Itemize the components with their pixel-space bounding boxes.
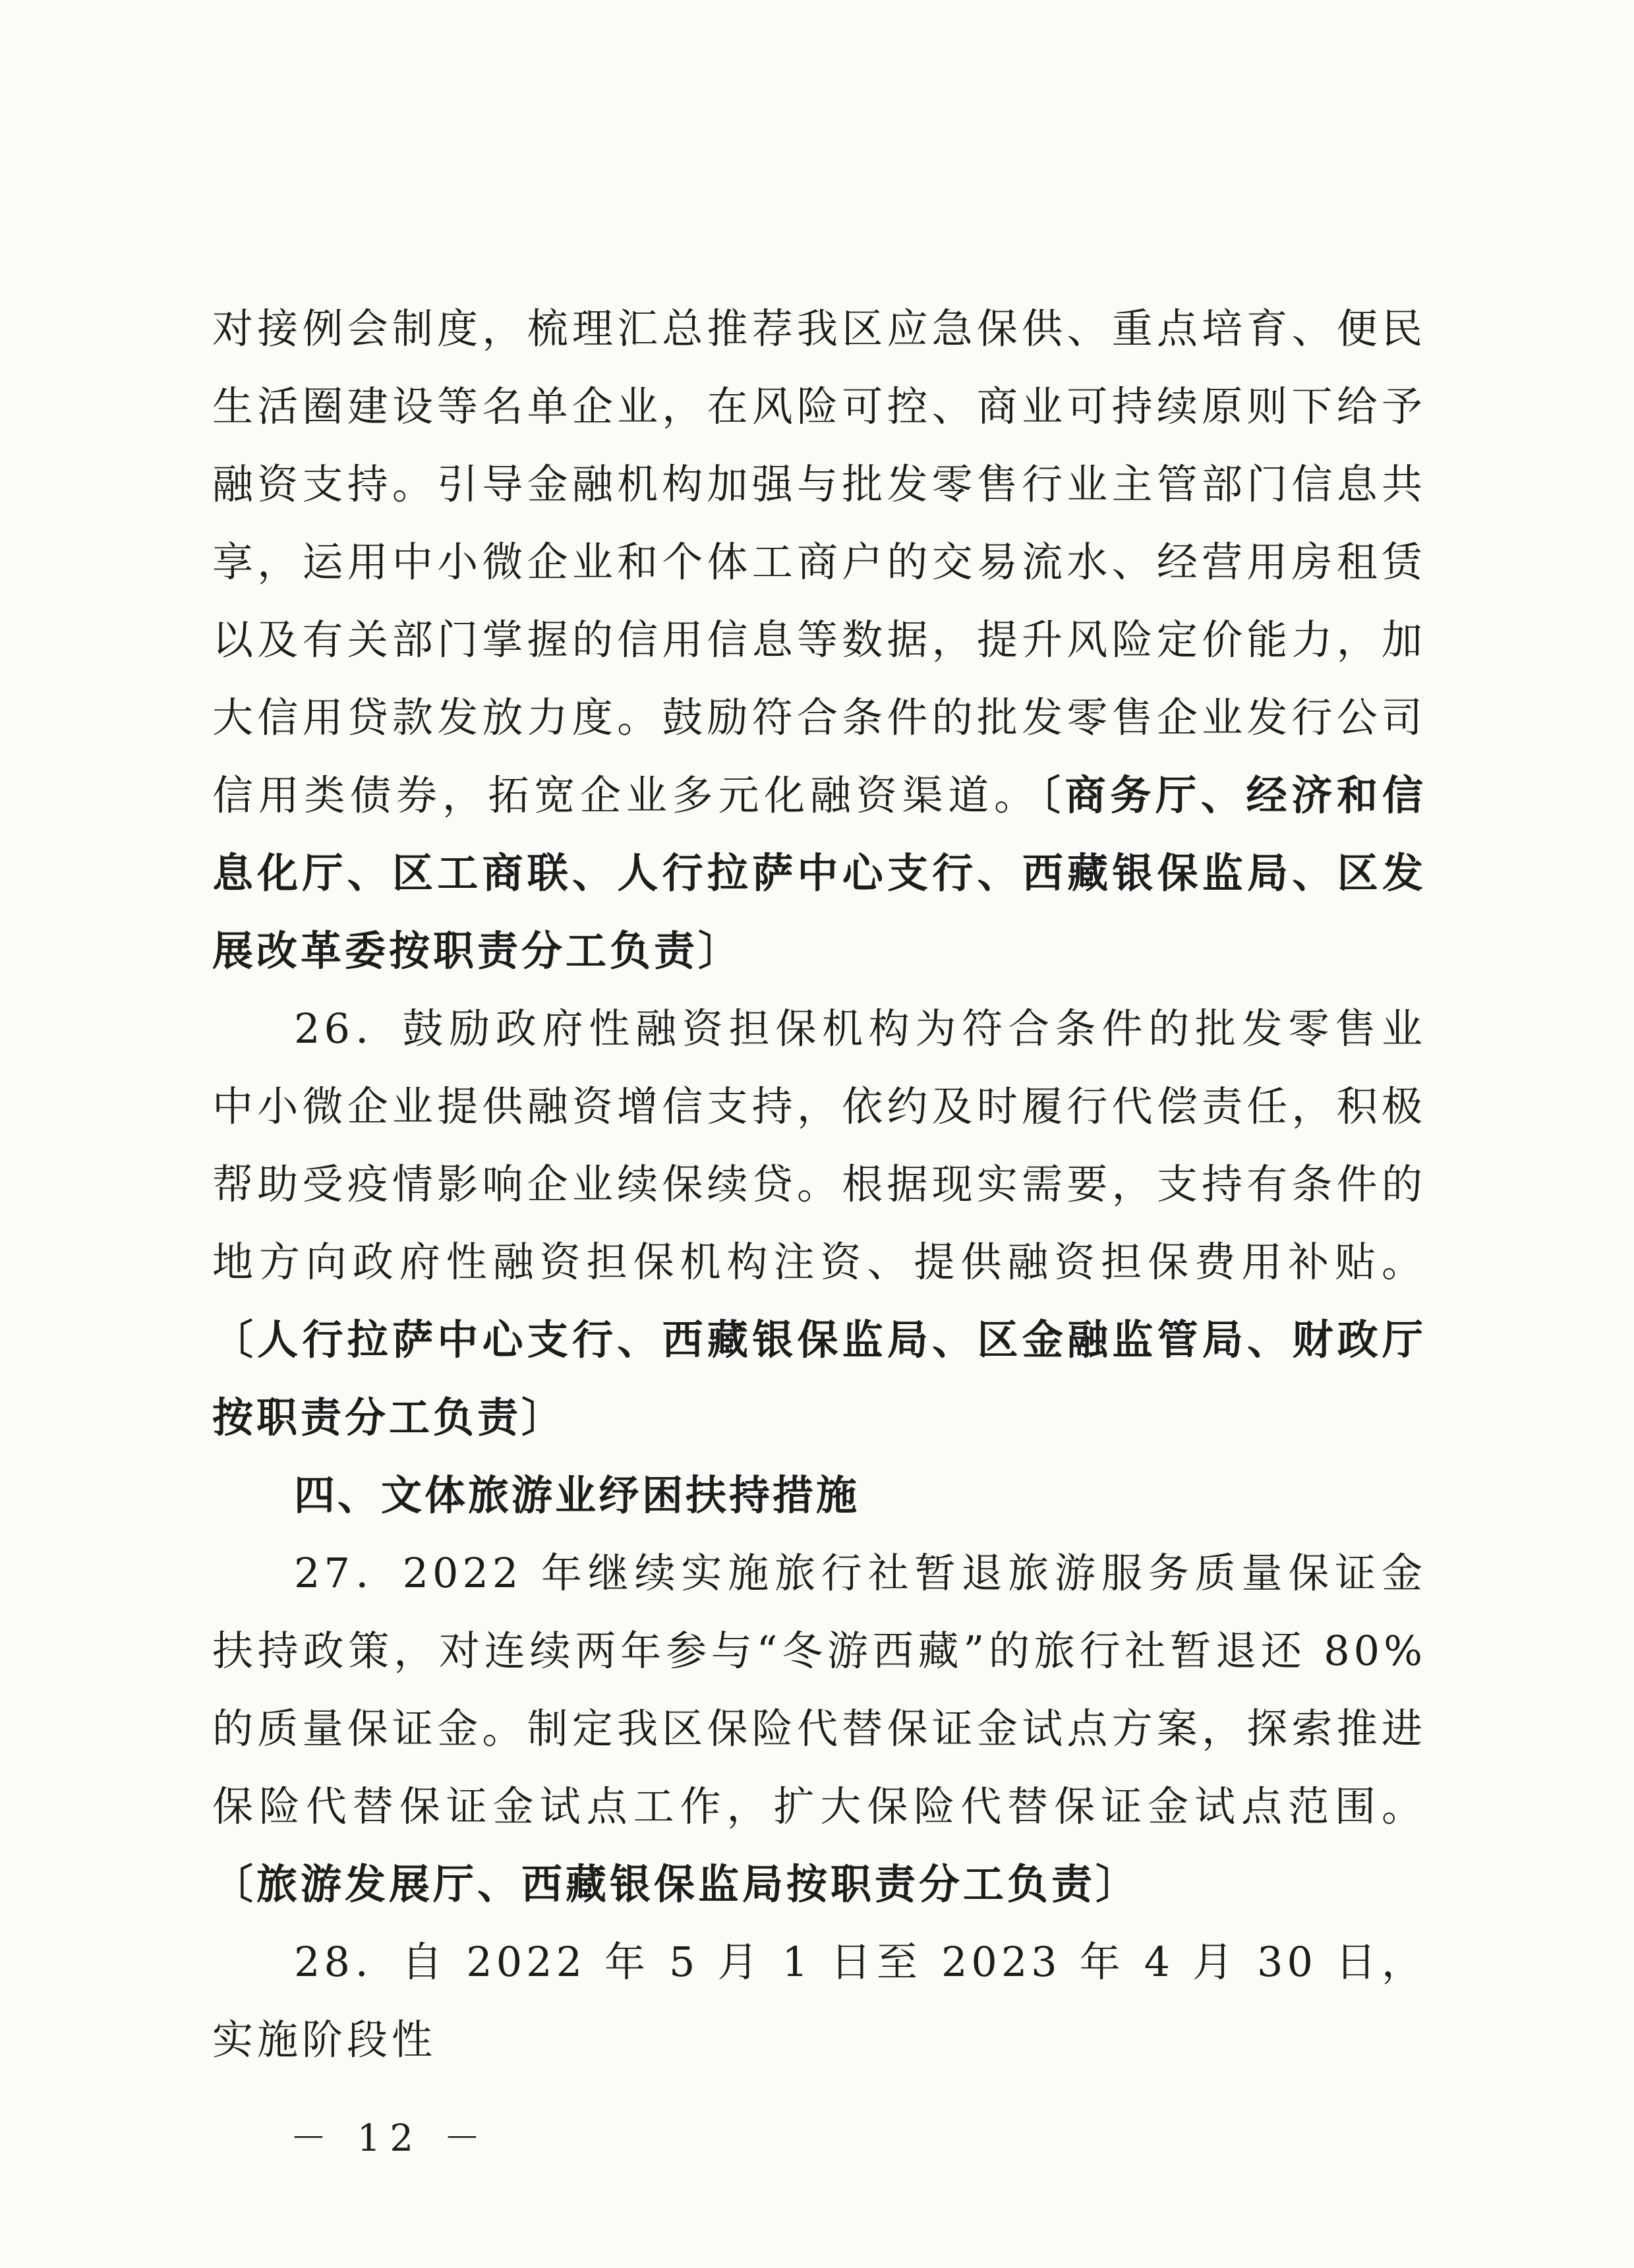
responsibility-note: 〔商务厅、经济和信息化厅、区工商联、人行拉萨中心支行、西藏银保监局、区发展改革委按职责分工负责〕 <box>212 771 1426 975</box>
paragraph-body: 对接例会制度，梳理汇总推荐我区应急保供、重点培育、便民生活圈建设等名单企业，在风险可控、商业可持续原则下给予融资支持。引导金融机构加强与批发零售行业主管部门信息共享，运用中小微企业和个体工商户的交易流水、经营用房租赁以及有关部门掌握的信用信息等数据，提升风险定价能力，加大信用贷款发放力度。鼓励符合条件的批发零售企业发行公司信用类债券，拓宽企业多元化融资渠道。 <box>212 305 1426 819</box>
paragraph-body: 28．自 2022 年 5 月 1 日至 2023 年 4 月 30 日，实施阶段性 <box>212 1938 1426 2064</box>
paragraph-body: 27．2022 年继续实施旅行社暂退旅游服务质量保证金扶持政策，对连续两年参与“冬游西藏”的旅行社暂退还 80%的质量保证金。制定我区保险代替保证金试点方案，探索推进保险代替保证金试点工作，扩大保险代替保证金试点范围。 <box>212 1549 1426 1830</box>
section-heading: 四、文体旅游业纾困扶持措施 <box>294 1471 860 1519</box>
responsibility-note: 〔旅游发展厅、西藏银保监局按职责分工负责〕 <box>212 1860 1140 1908</box>
paragraph-25-continued <box>212 290 1426 990</box>
paragraph-28 <box>212 1923 1426 2079</box>
page-number: － 12 － <box>290 2117 490 2160</box>
paragraph-27 <box>212 1534 1426 1923</box>
paragraph-26 <box>212 990 1426 1457</box>
responsibility-note: 〔人行拉萨中心支行、西藏银保监局、区金融监管局、财政厅按职责分工负责〕 <box>212 1316 1426 1441</box>
document-body <box>212 290 1426 2079</box>
paragraph-body: 26．鼓励政府性融资担保机构为符合条件的批发零售业中小微企业提供融资增信支持，依约及时履行代偿责任，积极帮助受疫情影响企业续保续贷。根据现实需要，支持有条件的地方向政府性融资担保机构注资、提供融资担保费用补贴。 <box>212 1004 1426 1286</box>
